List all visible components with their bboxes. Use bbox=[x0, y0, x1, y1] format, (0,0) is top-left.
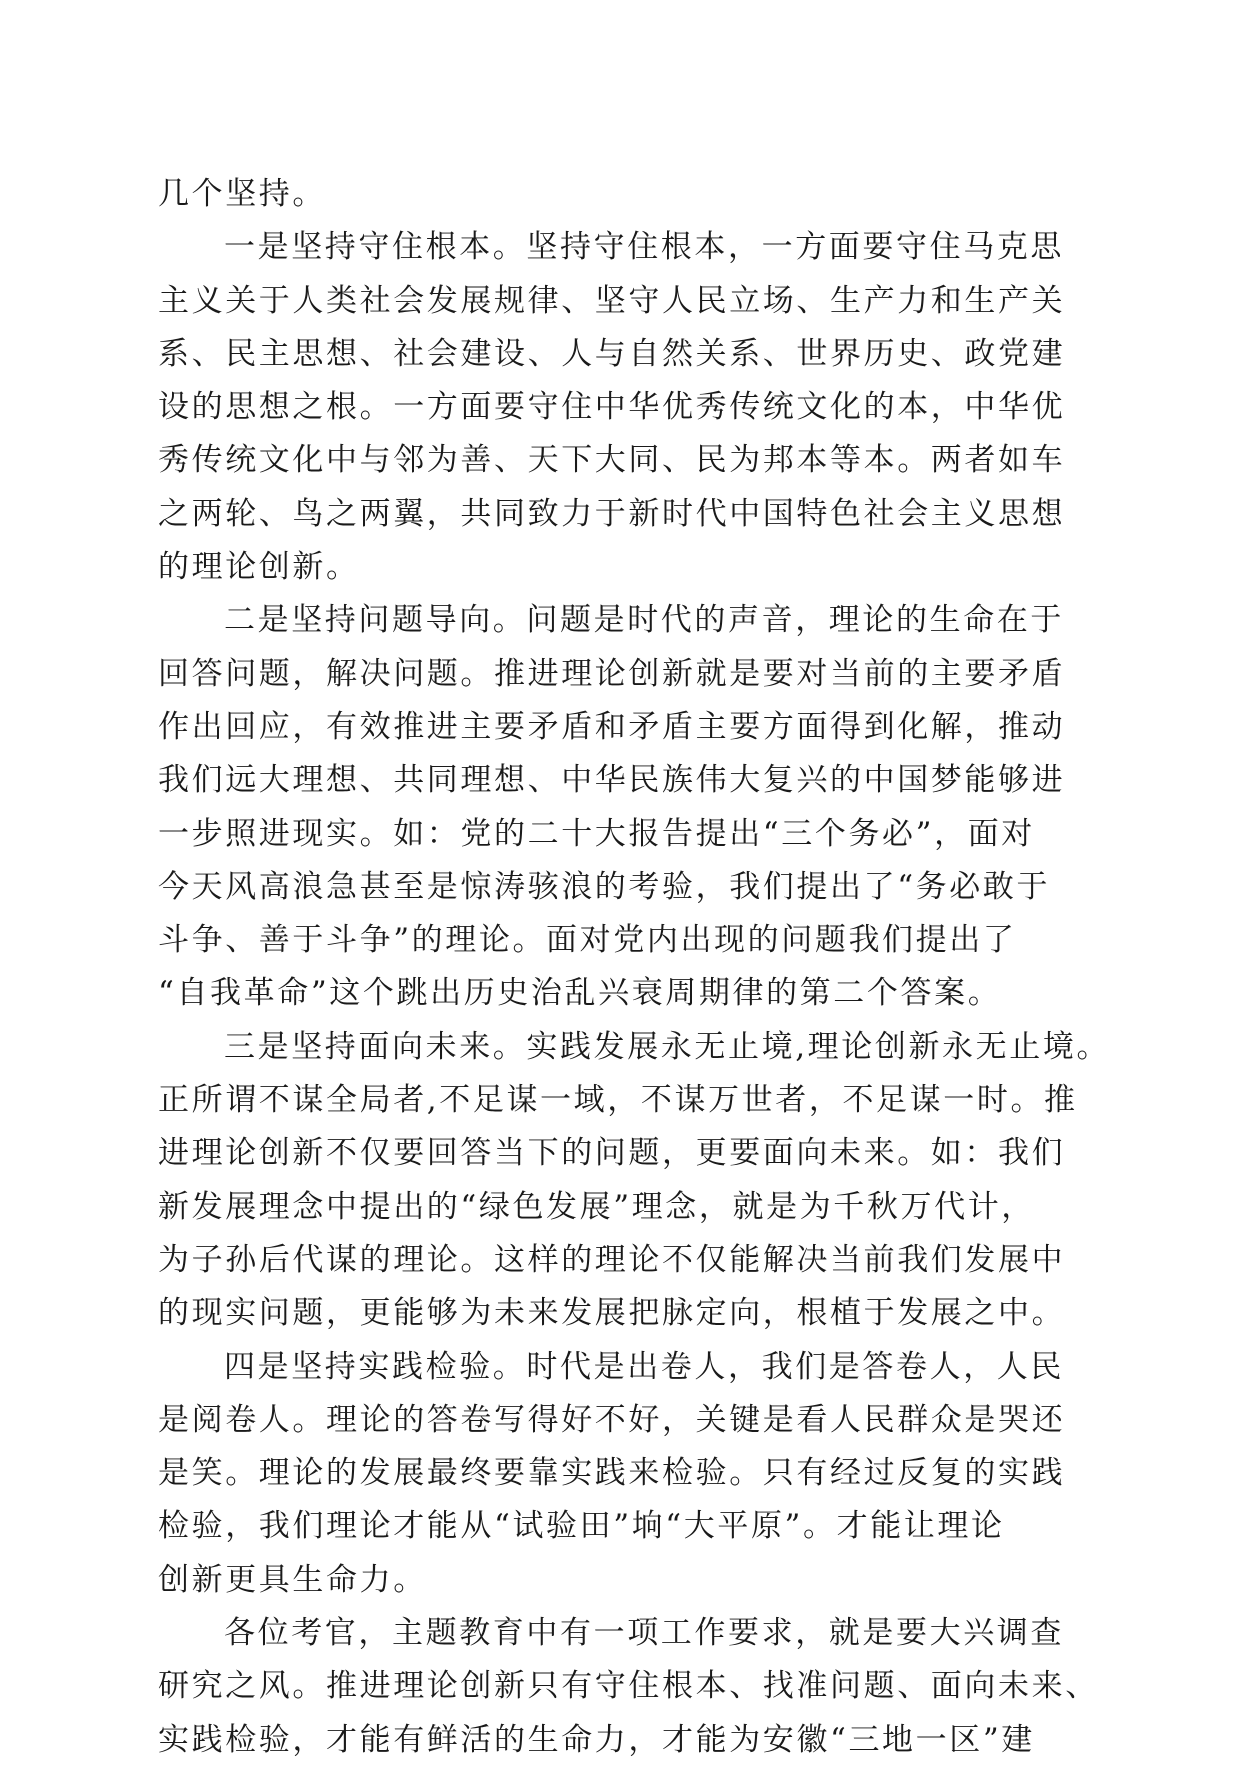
document-body bbox=[158, 168, 1111, 1767]
text-line: 是笑。理论的发展最终要靠实践来检验。只有经过反复的实践 bbox=[158, 1455, 1066, 1492]
text-line: 是阅卷人。理论的答卷写得好不好，关键是看人民群众是哭还 bbox=[158, 1401, 1066, 1438]
text-line: 我们远大理想、共同理想、中华民族伟大复兴的中国梦能够进 bbox=[158, 762, 1066, 799]
paragraph-first-line: 三是坚持面向未来。实践发展永无止境,理论创新永无止境。 bbox=[224, 1028, 1111, 1065]
text-line: 设的思想之根。一方面要守住中华优秀传统文化的本，中华优 bbox=[158, 389, 1066, 426]
text-line: 正所谓不谋全局者,不足谋一域，不谋万世者，不足谋一时。推 bbox=[158, 1082, 1078, 1119]
text-line: 斗争、善于斗争”的理论。面对党内出现的问题我们提出了 bbox=[158, 922, 1017, 959]
text-line: “自我革命”这个跳出历史治乱兴衰周期律的第二个答案。 bbox=[158, 975, 1002, 1012]
text-line: 检验，我们理论才能从“试验田”垧“大平原”。才能让理论 bbox=[158, 1508, 1005, 1545]
text-line: 几个坚持。 bbox=[158, 176, 326, 212]
text-line: 系、民主思想、社会建设、人与自然关系、世界历史、政党建 bbox=[158, 335, 1066, 372]
text-line: 创新更具生命力。 bbox=[158, 1561, 427, 1598]
paragraph-first-line: 一是坚持守住根本。坚持守住根本，一方面要守住马克思 bbox=[224, 229, 1064, 266]
text-line: 今天风高浪急甚至是惊涛骇浪的考验，我们提出了“务必敢于 bbox=[158, 868, 1051, 905]
text-line: 实践检验，才能有鲜活的生命力，才能为安徽“三地一区”建 bbox=[158, 1721, 1035, 1758]
text-line: 作出回应，有效推进主要矛盾和矛盾主要方面得到化解，推动 bbox=[158, 708, 1066, 745]
text-line: 之两轮、鸟之两翼，共同致力于新时代中国特色社会主义思想 bbox=[158, 495, 1066, 532]
text-line: 的理论创新。 bbox=[158, 549, 360, 586]
text-line: 进理论创新不仅要回答当下的问题，更要面向未来。如：我们 bbox=[158, 1135, 1066, 1172]
text-line: 研究之风。推进理论创新只有守住根本、找准问题、面向未来、 bbox=[158, 1668, 1099, 1705]
paragraph-first-line: 各位考官，主题教育中有一项工作要求，就是要大兴调查 bbox=[224, 1615, 1064, 1652]
text-line: 主义关于人类社会发展规律、坚守人民立场、生产力和生产关 bbox=[158, 282, 1066, 319]
paragraph-first-line: 二是坚持问题导向。问题是时代的声音，理论的生命在于 bbox=[224, 602, 1064, 639]
text-line: 秀传统文化中与邻为善、天下大同、民为邦本等本。两者如车 bbox=[158, 442, 1066, 479]
text-line: 为子孙后代谋的理论。这样的理论不仅能解决当前我们发展中 bbox=[158, 1241, 1066, 1278]
paragraph-first-line: 四是坚持实践检验。时代是出卷人，我们是答卷人，人民 bbox=[224, 1348, 1064, 1385]
text-line: 回答问题，解决问题。推进理论创新就是要对当前的主要矛盾 bbox=[158, 655, 1066, 692]
text-line: 的现实问题，更能够为未来发展把脉定向，根植于发展之中。 bbox=[158, 1295, 1066, 1332]
text-line: 新发展理念中提出的“绿色发展”理念，就是为千秋万代计， bbox=[158, 1188, 1035, 1225]
text-line: 一步照进现实。如：党的二十大报告提出“三个务必”，面对 bbox=[158, 815, 1035, 852]
